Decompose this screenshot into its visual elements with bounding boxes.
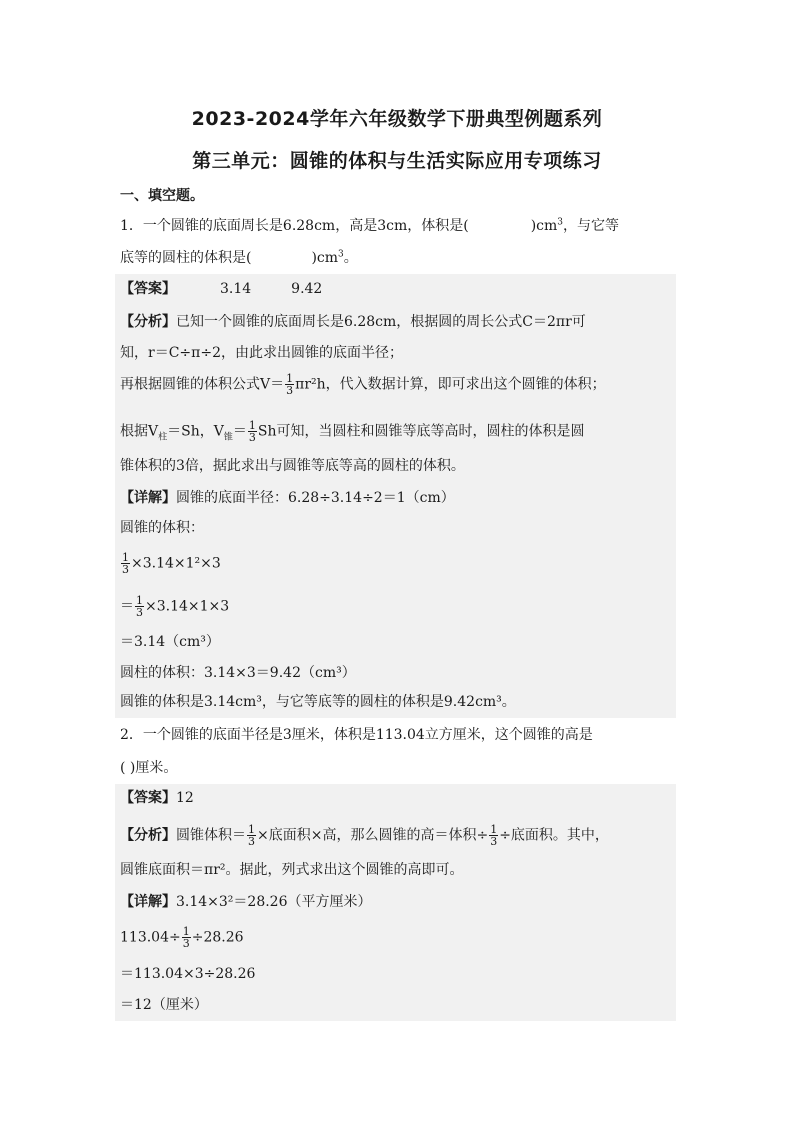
fraction-one-third: $\frac{1}{3}$ — [182, 925, 190, 950]
fraction-one-third: $\frac{1}{3}$ — [490, 823, 498, 848]
q1-detail-3: $\frac{1}{3}$ ×3.14×1²×3 — [122, 551, 221, 576]
fraction-one-third: $\frac{1}{3}$ — [286, 372, 294, 397]
section-heading: 一、填空题。 — [120, 188, 204, 204]
q1-detail-7: 圆锥的体积是3.14cm³，与它等底等的圆柱的体积是9.42cm³。 — [120, 694, 516, 710]
q1-analysis-5: 锥体积的3倍，据此求出与圆锥等底等高的圆柱的体积。 — [120, 458, 465, 474]
q1-line1: 1．一个圆锥的底面周长是6.28cm，高是3cm，体积是( )$cm^3$，与它等 — [120, 217, 619, 234]
fraction-one-third: $\frac{1}{3}$ — [248, 419, 256, 444]
q1-detail-4: ＝ $\frac{1}{3}$ ×3.14×1×3 — [120, 594, 230, 619]
page-title: 2023-2024学年六年级数学下册典型例题系列 — [191, 108, 603, 130]
q1-answer: 【答案】 3.14 9.42 — [120, 281, 323, 297]
q1-analysis-4: 根据$V_柱=Sh$，$V_锥=$ $\frac{1}{3}$ Sh可知，当圆柱和圆锥等底等高时，圆柱的体积是圆 — [120, 419, 585, 444]
q1-analysis-3: 再根据圆锥的体积公式V＝ $\frac{1}{3}$ πr²h，代入数据计算，即可求出这个圆锥的体积； — [120, 372, 606, 397]
page-subtitle: 第三单元：圆锥的体积与生活实际应用专项练习 — [192, 150, 602, 172]
q2-detail-2: 113.04÷ $\frac{1}{3}$ ÷28.26 — [120, 925, 244, 950]
q2-detail-1: 【详解】3.14×3²＝28.26（平方厘米） — [120, 894, 372, 910]
q2-detail-3: ＝113.04×3÷28.26 — [120, 966, 256, 982]
q2-line2: ( )厘米。 — [120, 760, 178, 776]
q1-detail-6: 圆柱的体积：3.14×3＝9.42（cm³） — [120, 665, 356, 681]
q1-analysis-1: 【分析】已知一个圆锥的底面周长是6.28cm，根据圆的周长公式C＝2πr可 — [120, 314, 586, 330]
q2-analysis-2: 圆锥底面积＝πr²。据此，列式求出这个圆锥的高即可。 — [120, 862, 464, 878]
q2-analysis-1: 【分析】圆锥体积＝ $\frac{1}{3}$ ×底面积×高，那么圆锥的高＝体积÷ $\frac{1}{3}$ ÷底面积。其中， — [120, 823, 609, 848]
q1-analysis-2: 知，r＝C÷π÷2，由此求出圆锥的底面半径； — [120, 345, 403, 361]
q2-detail-4: ＝12（厘米） — [120, 997, 208, 1013]
q1-line2: 底等的圆柱的体积是( )$cm^3$。 — [120, 249, 358, 266]
q2-line1: 2．一个圆锥的底面半径是3厘米，体积是113.04立方厘米，这个圆锥的高是 — [120, 727, 593, 743]
q1-detail-2: 圆锥的体积： — [120, 520, 204, 536]
fraction-one-third: $\frac{1}{3}$ — [122, 551, 129, 576]
q1-detail-5: ＝3.14（cm³） — [120, 634, 220, 650]
fraction-one-third: $\frac{1}{3}$ — [136, 594, 143, 619]
fraction-one-third: $\frac{1}{3}$ — [248, 823, 255, 848]
q2-answer: 【答案】12 — [120, 790, 194, 806]
q1-detail-1: 【详解】圆锥的底面半径：6.28÷3.14÷2＝1（cm） — [120, 490, 455, 506]
